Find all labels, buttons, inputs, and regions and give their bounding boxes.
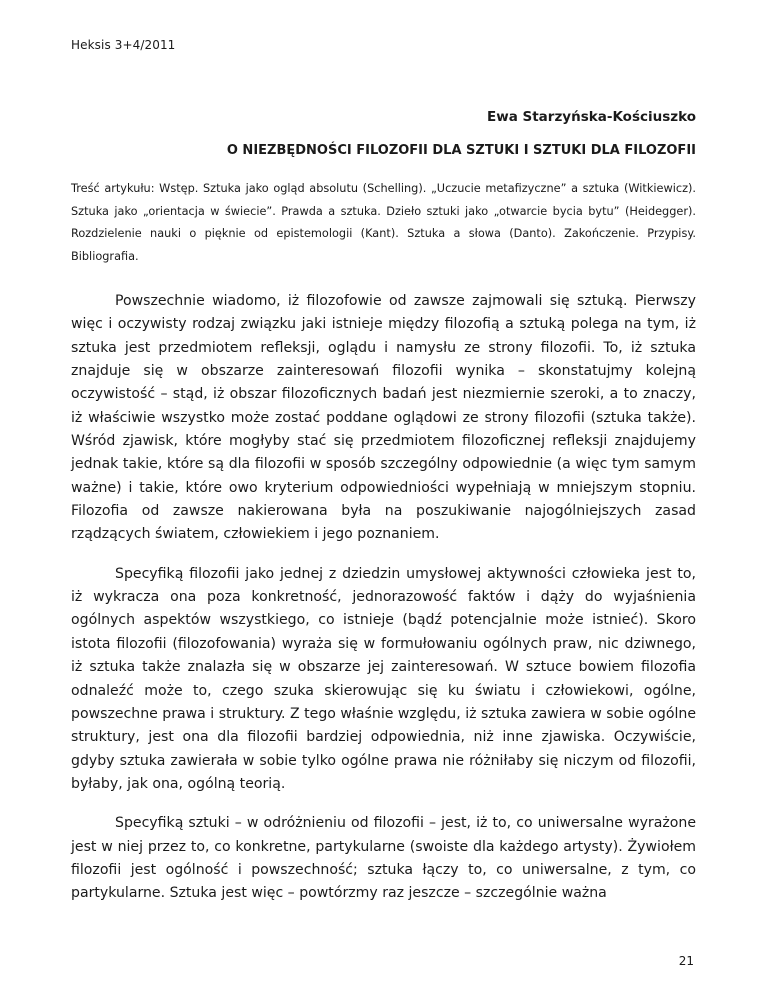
body-paragraph: Specyfiką filozofii jako jednej z dziedzin umysłowej aktywności człowieka jest to, iż wykracza ona poza konkretność, jednorazowość faktów i dąży do wyjaśnienia ogólnych aspektów wszystkiego, co istnieje (bądź potencjalnie może istnieć). Skoro istota filozofii (filozofowania) wyraża się w formułowaniu ogólnych praw, nic dziwnego, iż sztuka także znalazła się w obszarze jej zainteresowań. W sztuce bowiem filozofia odnaleźć może to, czego szuka skierowując się ku światu i człowiekowi, ogólne, powszechne prawa i struktury. Z tego właśnie względu, iż sztuka zawiera w sobie ogólne struktury, jest ona dla filozofii bardziej odpowiednia, niż inne zjawiska. Oczywiście, gdyby sztuka zawierała w sobie tylko ogólne prawa nie różniłaby się niczym od filozofii, byłaby, jak ona, ogólną teorią. — [71, 565, 696, 792]
article-body — [71, 290, 696, 922]
body-paragraph: Powszechnie wiadomo, iż filozofowie od zawsze zajmowali się sztuką. Pierwszy więc i oczywisty rodzaj związku jaki istnieje między filozofią a sztuką polega na tym, iż sztuka jest przedmiotem refleksji, oglądu i namysłu ze strony filozofii. To, iż sztuka znajduje się w obszarze zainteresowań filozofii wynika – skonstatujmy kolejną oczywistość – stąd, iż obszar filozoficznych badań jest niezmiernie szeroki, a to znaczy, iż właściwie wszystko może zostać poddane oglądowi ze strony filozofii (sztuka także). Wśród zjawisk, które mogłyby stać się przedmiotem filozoficznej refleksji znajdujemy jednak takie, które są dla filozofii w sposób szczególny odpowiednie (a więc tym samym ważne) i takie, które owo kryterium odpowiedniości wypełniają w mniejszym stopniu. Filozofia od zawsze nakierowana była na poszukiwanie najogólniejszych zasad rządzących światem, człowiekiem i jego poznaniem. — [71, 293, 696, 543]
body-paragraph: Specyfiką sztuki – w odróżnieniu od filozofii – jest, iż to, co uniwersalne wyrażone jest w niej przez to, co konkretne, partykularne (swoiste dla każdego artysty). Żywiołem filozofii jest ogólność i powszechność; sztuka łączy to, co uniwersalne, z tym, co partykularne. Sztuka jest więc – powtórzmy raz jeszcze – szczególnie ważna — [71, 815, 696, 902]
journal-header: Heksis 3+4/2011 — [71, 38, 176, 52]
article-author: Ewa Starzyńska-Kościuszko — [487, 109, 696, 125]
page-number: 21 — [678, 954, 694, 968]
article-title: O NIEZBĘDNOŚCI FILOZOFII DLA SZTUKI I SZTUKI DLA FILOZOFII — [226, 143, 696, 158]
article-contents: Treść artykułu: Wstęp. Sztuka jako ogląd absolutu (Schelling). „Uczucie metafizyczne” a sztuka (Witkiewicz). Sztuka jako „orientacja w świecie”. Prawda a sztuka. Dzieło sztuki jako „otwarcie bycia bytu” (Heidegger). Rozdzielenie nauki o pięknie od epistemologii (Kant). Sztuka a słowa (Danto). Zakończenie. Przypisy. Bibliografia. — [71, 182, 696, 263]
